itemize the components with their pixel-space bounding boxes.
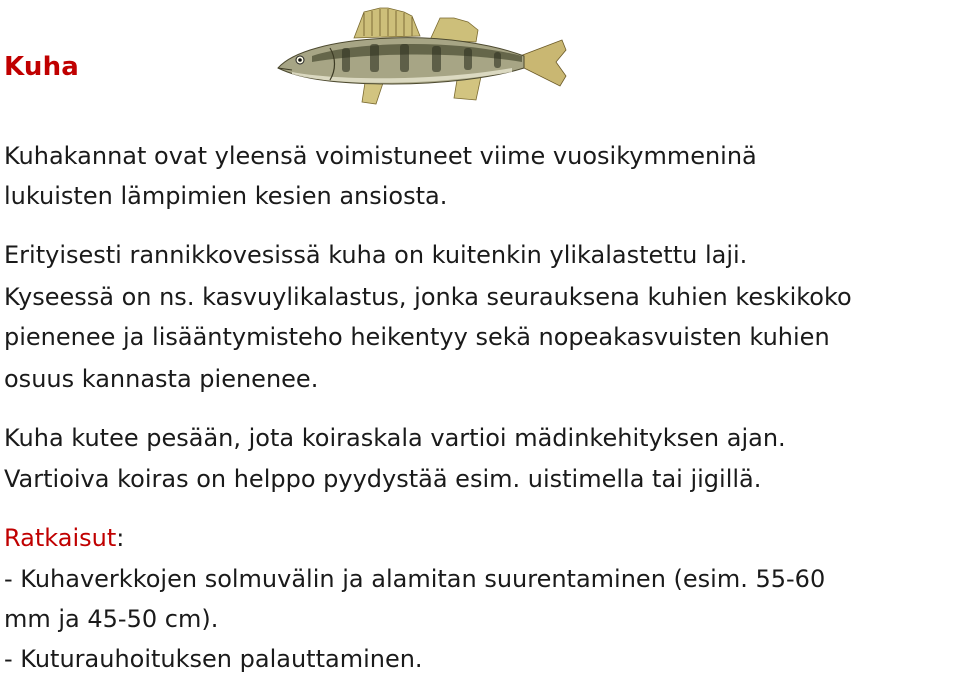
page-title: Kuha [4,52,80,82]
paragraph-2-line-3: pienenee ja lisääntymisteho heikentyy sekä nopeakasvuisten kuhien [4,323,830,351]
solution-line-2: mm ja 45-50 cm). [4,605,219,633]
solutions-heading: Ratkaisut [4,524,117,552]
paragraph-1-line-1: Kuhakannat ovat yleensä voimistuneet viime vuosikymmeninä [4,142,757,170]
solution-line-3: - Kuturauhoituksen palauttaminen. [4,645,423,673]
paragraph-2-line-2: Kyseessä on ns. kasvuylikalastus, jonka seurauksena kuhien keskikoko [4,283,852,311]
paragraph-3-line-1: Kuha kutee pesään, jota koiraskala vartioi mädinkehityksen ajan. [4,424,786,452]
zander-fish-illustration [272,4,572,106]
paragraph-3-line-2: Vartioiva koiras on helppo pyydystää esim. uistimella tai jigillä. [4,465,762,493]
paragraph-1-line-2: lukuisten lämpimien kesien ansiosta. [4,182,448,210]
solutions-colon: : [116,524,125,552]
paragraph-2-line-4: osuus kannasta pienenee. [4,365,319,393]
solution-line-1: - Kuhaverkkojen solmuvälin ja alamitan suurentaminen (esim. 55-60 [4,565,826,593]
paragraph-2-line-1: Erityisesti rannikkovesissä kuha on kuitenkin ylikalastettu laji. [4,241,748,269]
solutions-heading-line [4,523,124,553]
